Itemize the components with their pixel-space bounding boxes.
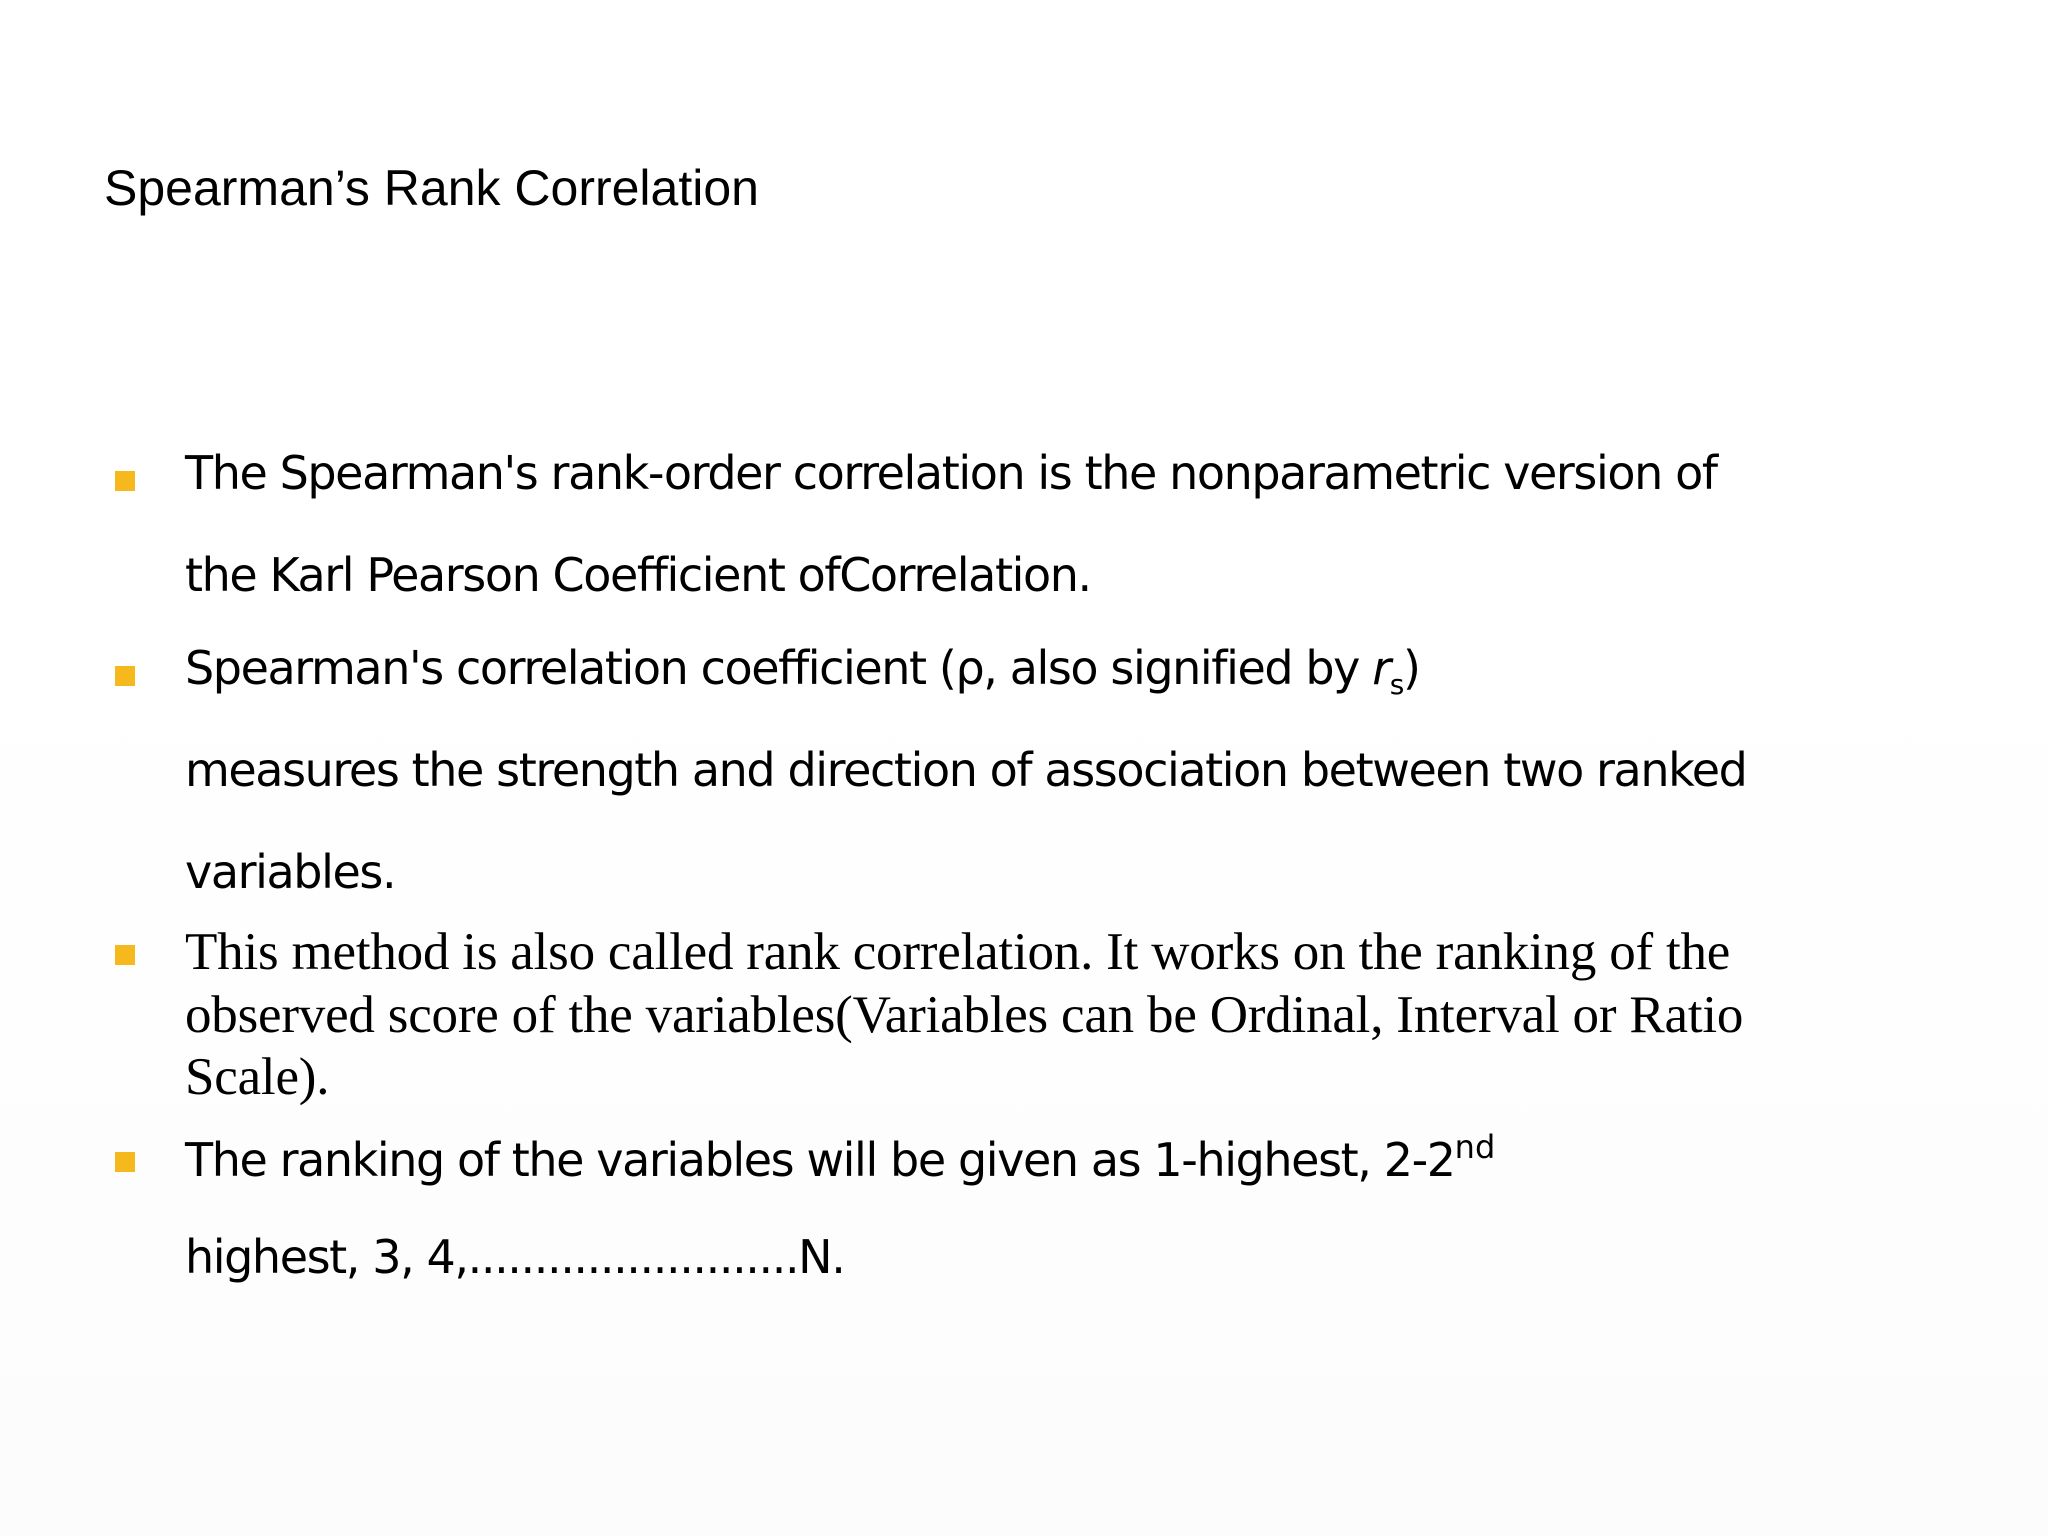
bullet-3-line-2: observed score of the variables(Variables can be Ordinal, Interval or Ratio xyxy=(185,986,1744,1044)
bullet-square-icon xyxy=(115,945,135,965)
bullet-square-icon xyxy=(115,471,135,491)
bullet-1-line-2: the Karl Pearson Coefficient ofCorrelation. xyxy=(185,548,1091,602)
bullet-4-line-1-text: The ranking of the variables will be given as 1-highest, 2-2 xyxy=(185,1133,1455,1187)
bullet-4-line-1 xyxy=(185,1128,1495,1187)
rs-subscript: s xyxy=(1389,668,1403,701)
bullet-2-line-3: variables. xyxy=(185,845,396,899)
bullet-1-line-1: The Spearman's rank-order correlation is the nonparametric version of xyxy=(185,446,1717,500)
bullet-square-icon xyxy=(115,666,135,686)
bullet-2-line-2: measures the strength and direction of association between two ranked xyxy=(185,743,1747,797)
bullet-4-line-2: highest, 3, 4,.........................N. xyxy=(185,1230,845,1284)
rs-variable: r xyxy=(1372,641,1390,695)
bullet-2-line-1-text: Spearman's correlation coefficient (ρ, also signified by xyxy=(185,641,1373,695)
bullet-square-icon xyxy=(115,1152,135,1172)
bullet-3-line-3: Scale). xyxy=(185,1048,330,1106)
rs-close-paren: ) xyxy=(1402,641,1420,695)
slide-title: Spearman’s Rank Correlation xyxy=(104,160,759,216)
bullet-2-line-1 xyxy=(185,641,1420,701)
nd-superscript: nd xyxy=(1454,1128,1496,1166)
bullet-3-line-1: This method is also called rank correlation. It works on the ranking of the xyxy=(185,923,1731,981)
